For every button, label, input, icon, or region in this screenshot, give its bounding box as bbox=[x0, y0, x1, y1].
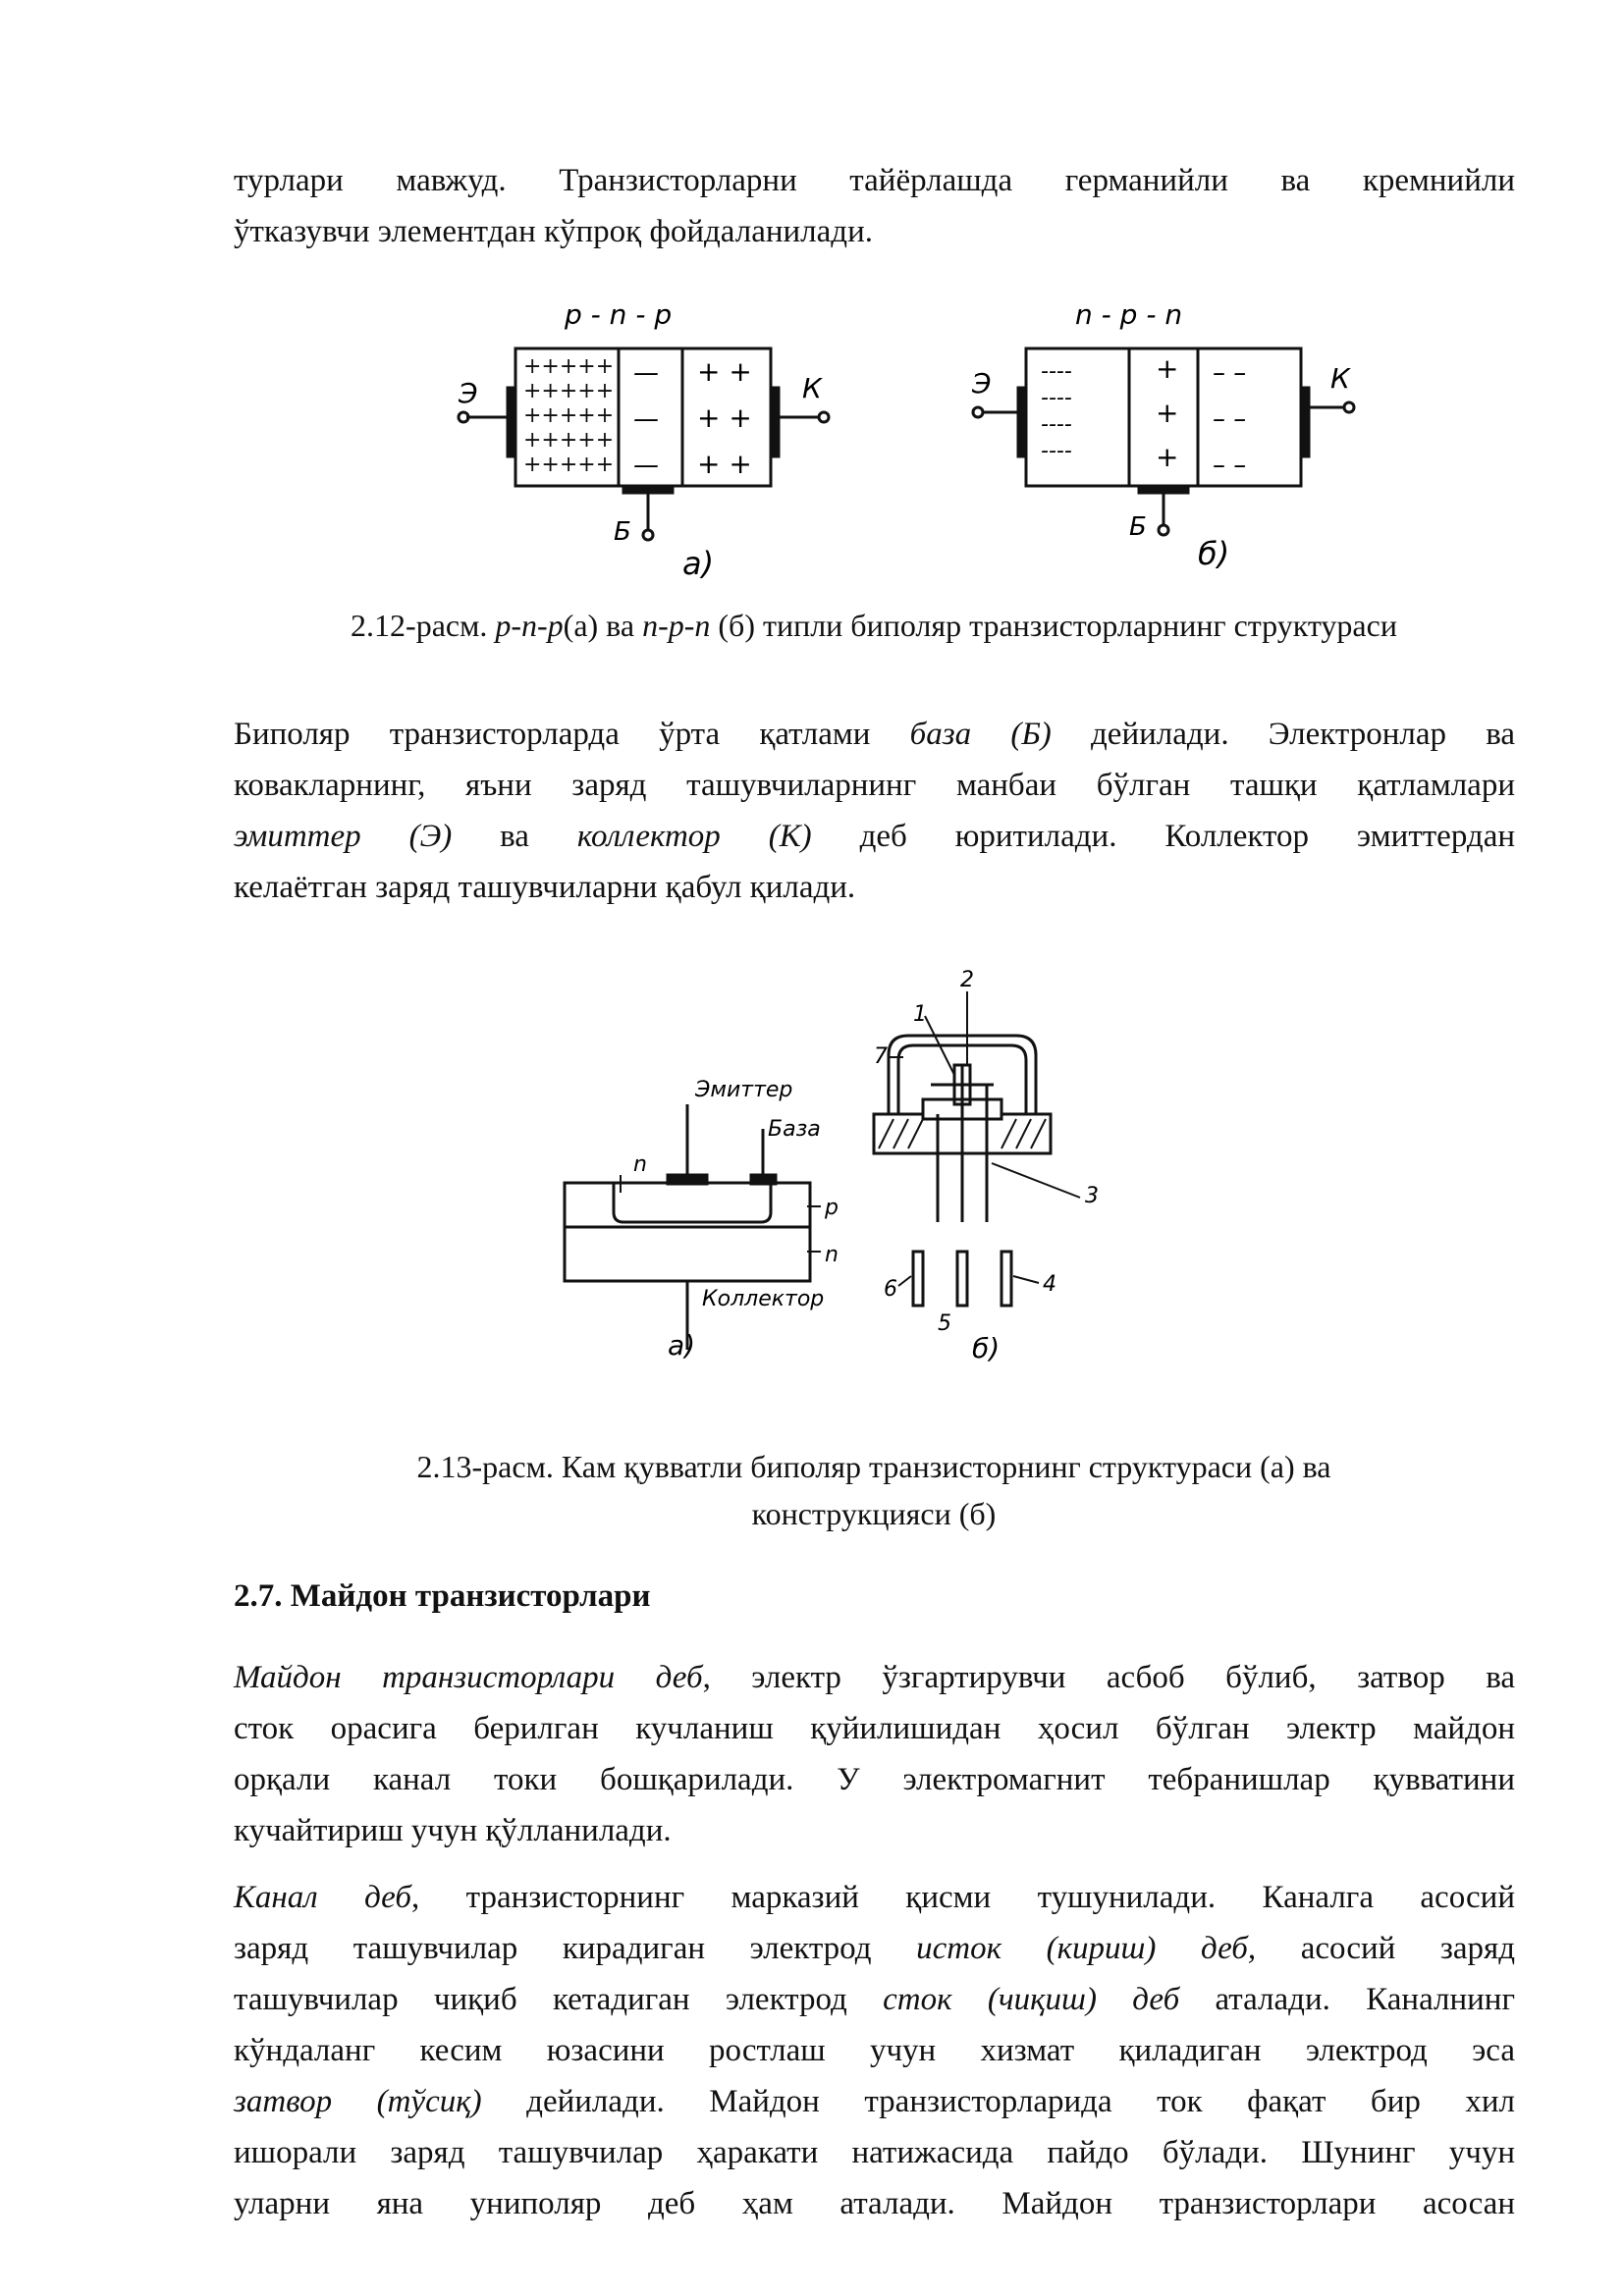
fig213-emitter-label: Эмиттер bbox=[695, 1078, 793, 1102]
paragraph-field-transistors bbox=[234, 1652, 1515, 1856]
term-emitter: эмиттер (Э) bbox=[234, 819, 453, 854]
fig212-b-mark: б) bbox=[1198, 535, 1230, 572]
para3-line-1 bbox=[234, 1872, 1515, 1923]
fig213-num-1: 1 bbox=[913, 1002, 927, 1027]
fig213-caption-line-2: конструкцияси (б) bbox=[751, 1496, 997, 1531]
caption-mid-2: (б) типли биполяр транзисторларнинг структураси bbox=[710, 608, 1397, 643]
para1-text: Биполяр транзисторларда ўрта қатлами bbox=[234, 717, 910, 752]
fig212-a-n-charges bbox=[633, 358, 659, 480]
caption-mid-1: (а) ва bbox=[563, 608, 643, 643]
fig212-a-mark: а) bbox=[682, 545, 715, 582]
fig212-a-p-right-charges bbox=[697, 355, 752, 480]
b-p-charge: + bbox=[1156, 352, 1179, 385]
para3-text: ташувчилар чиқиб кетадиган электрод bbox=[234, 1982, 884, 2017]
fig213-num-2: 2 bbox=[960, 968, 974, 992]
fig212-a-base: Б bbox=[614, 517, 631, 547]
fig213-num-7: 7 bbox=[874, 1044, 888, 1069]
para3-line-6: ишорали заряд ташувчилар ҳаракати натижасида пайдо бўлади. Шунинг учун bbox=[234, 2135, 1515, 2170]
b-charge-row: ---- bbox=[1041, 386, 1072, 410]
fig213-base-label: База bbox=[768, 1117, 821, 1142]
figure-2-12 bbox=[447, 294, 1370, 589]
intro-line-2: ўтказувчи элементдан кўпроқ фойдаланилади. bbox=[234, 214, 873, 249]
term-drain: сток (чиқиш) деб bbox=[883, 1982, 1180, 2017]
fig212-b-title: n - p - n bbox=[1075, 298, 1183, 331]
para3-line-4: кўндаланг кесим юзасини ростлаш учун хизмат қиладиган электрод эса bbox=[234, 2033, 1515, 2068]
term-base: база (Б) bbox=[909, 717, 1052, 752]
term-channel: Канал деб bbox=[234, 1880, 411, 1915]
a-n-charge: — bbox=[633, 358, 659, 388]
term-source: исток (кириш) деб, bbox=[916, 1931, 1257, 1966]
fig212-a-emitter: Э bbox=[459, 377, 478, 409]
para2-text: , электр ўзгартирувчи асбоб бўлиб, затвор ва bbox=[702, 1660, 1515, 1695]
para3-line-2 bbox=[234, 1923, 1515, 1974]
paragraph-channel bbox=[234, 1872, 1515, 2229]
a-charge-row: +++++ bbox=[523, 354, 615, 379]
fig213-n-label: n bbox=[825, 1243, 839, 1267]
b-n-charge: – – bbox=[1213, 358, 1247, 388]
para2-line-2: сток орасига берилган кучланиш қуйилишидан ҳосил бўлган электр майдон bbox=[234, 1711, 1515, 1746]
a-charge-row: +++++ bbox=[523, 453, 615, 477]
fig212-b-collector: К bbox=[1330, 362, 1350, 395]
b-n-charge: – – bbox=[1213, 451, 1247, 480]
a-n-charge: — bbox=[633, 404, 659, 434]
para3-line-5 bbox=[234, 2076, 1515, 2127]
fig212-b-n-right-charges bbox=[1213, 358, 1246, 480]
fig212-b-n-left-charges bbox=[1041, 359, 1072, 463]
para2-line-1 bbox=[234, 1652, 1515, 1703]
fig213-n-top: n bbox=[633, 1152, 647, 1177]
para1-line-2: ковакларнинг, яъни заряд ташувчиларнинг манбаи бўлган ташқи қатламлари bbox=[234, 768, 1515, 803]
fig213-num-3: 3 bbox=[1085, 1184, 1099, 1208]
b-charge-row: ---- bbox=[1041, 359, 1072, 384]
fig212-a-p-left-charges bbox=[523, 354, 614, 477]
para2-line-3: орқали канал токи бошқарилади. У электромагнит тебранишлар қувватини bbox=[234, 1762, 1515, 1797]
b-n-charge: – – bbox=[1213, 404, 1247, 434]
term-collector: коллектор (К) bbox=[576, 819, 812, 854]
figure-2-13 bbox=[550, 957, 1159, 1389]
term-field-transistors: Майдон транзисторлари деб bbox=[234, 1660, 703, 1695]
para3-line-7: уларни яна униполяр деб ҳам аталади. Майдон транзисторлари асосан bbox=[234, 2186, 1515, 2221]
a-p-charge: + + bbox=[697, 355, 752, 388]
fig213-a-mark: а) bbox=[668, 1329, 696, 1362]
a-p-charge: + + bbox=[697, 401, 752, 434]
fig212-b-base: Б bbox=[1129, 512, 1147, 542]
fig212-b-emitter: Э bbox=[972, 367, 992, 400]
intro-line-1: турлари мавжуд. Транзисторларни тайёрлашда германийли ва кремнийли bbox=[234, 163, 1515, 198]
para1-text: дейилади. Электронлар ва bbox=[1051, 717, 1515, 752]
para1-line-1 bbox=[234, 709, 1515, 760]
b-charge-row: ---- bbox=[1041, 412, 1072, 437]
fig212-caption bbox=[177, 601, 1571, 650]
b-charge-row: ---- bbox=[1041, 439, 1072, 463]
para1-line-4: келаётган заряд ташувчиларни қабул қилади. bbox=[234, 870, 856, 905]
fig213-num-4: 4 bbox=[1043, 1272, 1056, 1297]
para3-line-3 bbox=[234, 1974, 1515, 2025]
a-charge-row: +++++ bbox=[523, 379, 615, 403]
para3-text: асосий заряд bbox=[1256, 1931, 1516, 1966]
caption-type-pnp: p-n-p bbox=[495, 608, 564, 643]
b-p-charge: + bbox=[1156, 441, 1179, 473]
a-charge-row: +++++ bbox=[523, 403, 615, 428]
fig213-num-6: 6 bbox=[884, 1277, 897, 1302]
a-n-charge: — bbox=[633, 451, 659, 480]
para3-text: дейилади. Майдон транзисторларида ток фақат бир хил bbox=[481, 2084, 1515, 2119]
caption-type-npn: n-p-n bbox=[642, 608, 711, 643]
para1-line-3 bbox=[234, 811, 1515, 862]
paragraph-bipolar bbox=[234, 709, 1515, 913]
intro-paragraph bbox=[234, 155, 1515, 257]
fig213-caption-line-1: 2.13-расм. Кам қувватли биполяр транзисторнинг структураси (а) ва bbox=[416, 1449, 1331, 1484]
fig213-caption bbox=[177, 1443, 1571, 1537]
b-p-charge: + bbox=[1156, 397, 1179, 429]
section-heading: 2.7. Майдон транзисторлари bbox=[234, 1578, 651, 1614]
fig213-collector-label: Коллектор bbox=[702, 1287, 825, 1311]
para1-text: деб юритилади. Коллектор эмиттердан bbox=[811, 819, 1515, 854]
fig212-a-collector: К bbox=[802, 372, 822, 404]
caption-prefix: 2.12-расм. bbox=[351, 608, 496, 643]
para2-line-4: кучайтириш учун қўлланилади. bbox=[234, 1813, 672, 1848]
fig212-a-title: p - n - p bbox=[565, 298, 673, 331]
term-gate: затвор (тўсиқ) bbox=[234, 2084, 482, 2119]
fig213-p-label: p bbox=[825, 1196, 839, 1220]
fig213-b-mark: б) bbox=[972, 1332, 1001, 1364]
fig212-b-p-charges bbox=[1156, 352, 1178, 473]
a-p-charge: + + bbox=[697, 448, 752, 480]
para3-text: аталади. Каналнинг bbox=[1179, 1982, 1515, 2017]
fig213-num-5: 5 bbox=[938, 1311, 951, 1336]
para3-text: , транзисторнинг марказий қисми тушунилади. Каналга асосий bbox=[411, 1880, 1515, 1915]
fig213-b-construction bbox=[874, 1036, 1051, 1306]
para3-text: заряд ташувчилар кирадиган электрод bbox=[234, 1931, 917, 1966]
para1-text: ва bbox=[452, 819, 577, 854]
a-charge-row: +++++ bbox=[523, 428, 615, 453]
